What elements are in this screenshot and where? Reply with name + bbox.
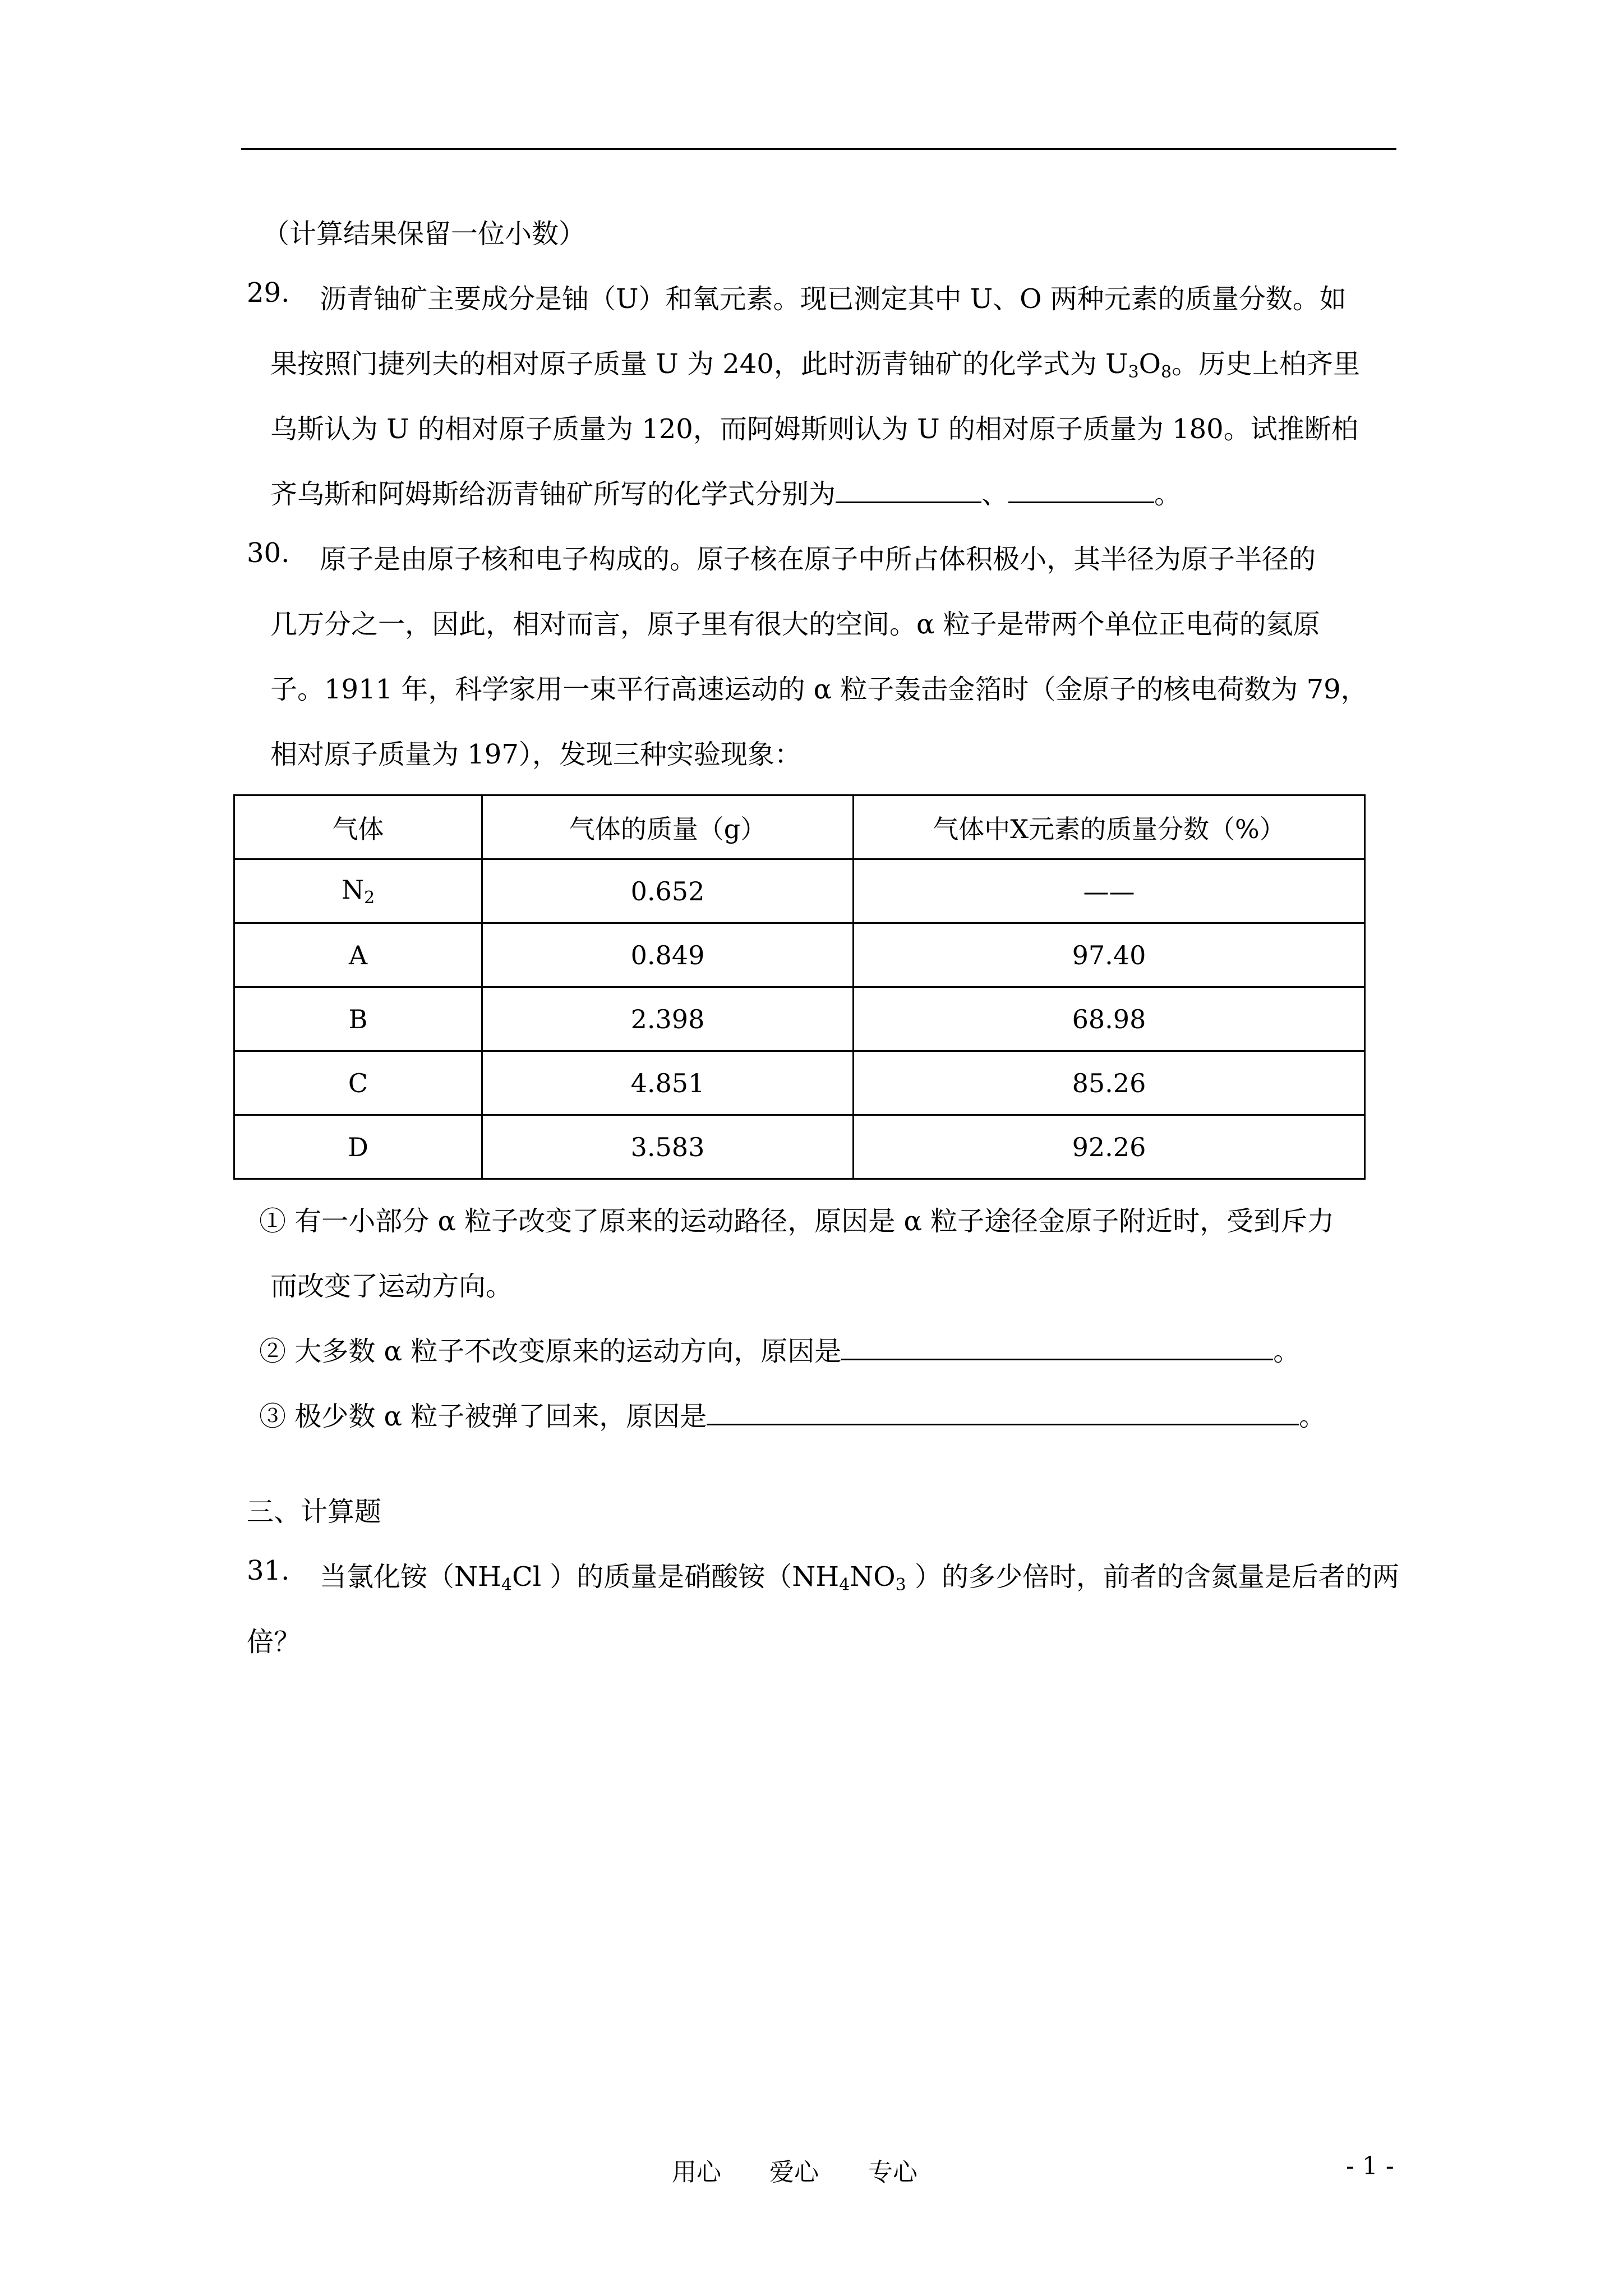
table-header: 气体中X元素的质量分数（%） (854, 795, 1365, 859)
q30-number: 30. (247, 537, 290, 569)
gas-cell: B (234, 987, 482, 1051)
q30-line-3: 子。1911 年，科学家用一束平行高速运动的 α 粒子轰击金箔时（金原子的核电荷数为 79， (270, 674, 1368, 705)
fraction-cell: 92.26 (854, 1115, 1365, 1179)
item-2: ② 大多数 α 粒子不改变原来的运动方向，原因是 。 (259, 1336, 1301, 1367)
mass-cell: 4.851 (482, 1051, 854, 1115)
q30-line-1: 原子是由原子核和电子构成的。原子核在原子中所占体积极小，其半径为原子半径的 (320, 544, 1316, 575)
item-3: ③ 极少数 α 粒子被弹了回来，原因是 。 (259, 1401, 1326, 1432)
mass-cell: 2.398 (482, 987, 854, 1051)
table-header-row (234, 795, 1365, 859)
q31-number: 31. (247, 1555, 290, 1586)
q29-line-4: 齐乌斯和阿姆斯给沥青铀矿所写的化学式分别为 、 。 (270, 478, 1182, 510)
reason-blank-3[interactable] (707, 1401, 1299, 1425)
gas-table (233, 794, 1366, 1180)
q29-line-3: 乌斯认为 U 的相对原子质量为 120，而阿姆斯则认为 U 的相对原子质量为 180。试推断柏 (270, 413, 1358, 445)
footer-motto-2: 爱心 (769, 2158, 819, 2187)
table-row (234, 859, 1365, 923)
q29-line-2: 果按照门捷列夫的相对原子质量 U 为 240，此时沥青铀矿的化学式为 $U_3O_8$。历史上柏齐里 (270, 348, 1361, 382)
mass-cell: 0.652 (482, 859, 854, 923)
formula-o: O (1138, 348, 1161, 380)
footer-motto-1: 用心 (672, 2158, 721, 2187)
table-row (234, 1115, 1365, 1179)
page-number: - 1 - (1346, 2152, 1394, 2180)
q31-line-2: 倍？ (247, 1626, 301, 1658)
q29-number: 29. (247, 277, 290, 309)
gas-cell: A (234, 923, 482, 987)
table-header: 气体的质量（g） (482, 795, 854, 859)
reason-blank-2[interactable] (841, 1336, 1273, 1360)
section-heading: 三、计算题 (247, 1496, 382, 1527)
gas-cell: D (234, 1115, 482, 1179)
table-row (234, 923, 1365, 987)
fraction-cell: 85.26 (854, 1051, 1365, 1115)
q31-line-1: 当氯化铵（$NH_4Cl$ ）的质量是硝酸铵（$NH_4NO_3$ ）的多少倍时，前者的含氮量是后者的两 (320, 1561, 1399, 1595)
table-row (234, 1051, 1365, 1115)
mass-cell: 3.583 (482, 1115, 854, 1179)
calc-note: （计算结果保留一位小数） (262, 218, 586, 250)
table-header: 气体 (234, 795, 482, 859)
fraction-cell: 68.98 (854, 987, 1365, 1051)
item-1-line-1: ① 有一小部分 α 粒子改变了原来的运动路径，原因是 α 粒子途径金原子附近时，受到斥力 (259, 1205, 1335, 1237)
item-1-line-2: 而改变了运动方向。 (270, 1271, 513, 1302)
q29-line-1: 沥青铀矿主要成分是铀（U）和氧元素。现已测定其中 U、O 两种元素的质量分数。如 (320, 283, 1347, 315)
fraction-cell: —— (854, 859, 1365, 923)
formula-u: U (1105, 348, 1128, 380)
gas-cell: $N_2$ (234, 859, 482, 923)
fraction-cell: 97.40 (854, 923, 1365, 987)
mass-cell: 0.849 (482, 923, 854, 987)
answer-blank-2[interactable] (1008, 479, 1154, 503)
q30-line-2: 几万分之一，因此，相对而言，原子里有很大的空间。α 粒子是带两个单位正电荷的氦原 (270, 609, 1320, 640)
table-row (234, 987, 1365, 1051)
gas-cell: C (234, 1051, 482, 1115)
footer-motto-3: 专心 (868, 2158, 917, 2187)
header-rule (241, 148, 1396, 150)
answer-blank-1[interactable] (836, 479, 981, 503)
q30-line-4: 相对原子质量为 197），发现三种实验现象： (270, 739, 801, 770)
